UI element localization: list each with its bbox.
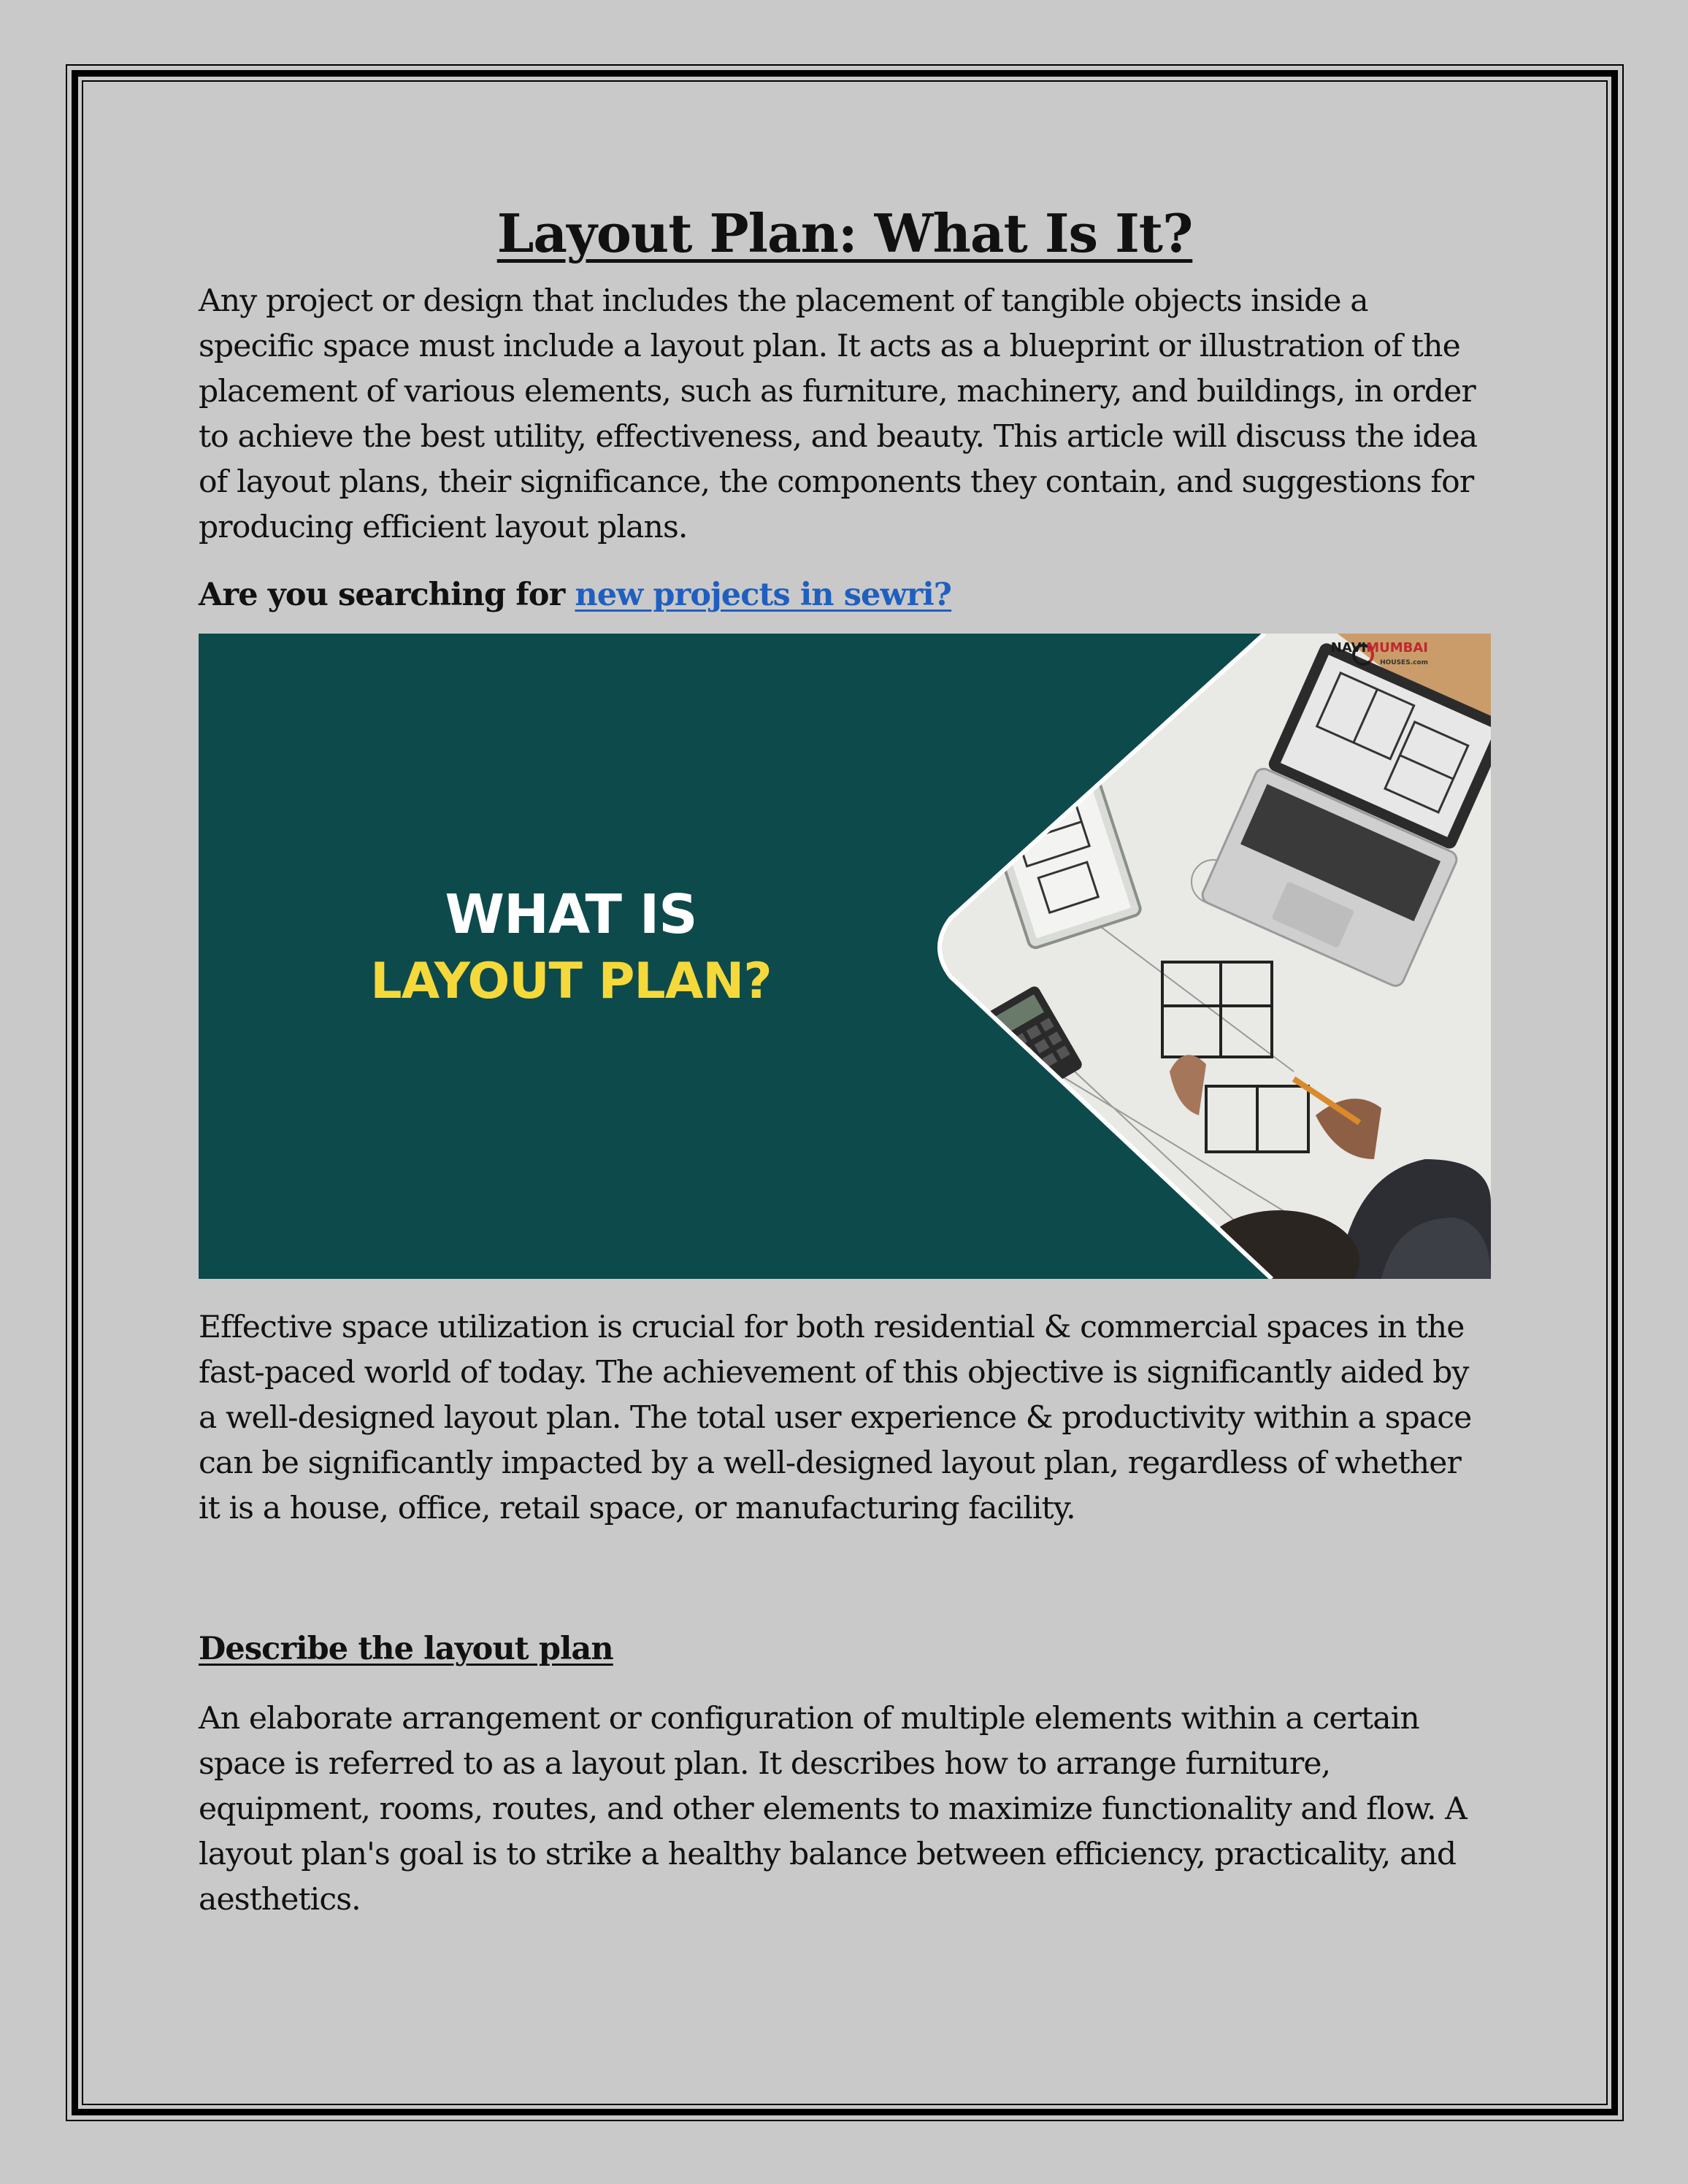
hero-image bbox=[199, 634, 1491, 1279]
brand-navi: NAVI bbox=[1330, 640, 1367, 655]
hero-title bbox=[352, 882, 790, 1015]
search-question bbox=[199, 572, 1491, 618]
question-prefix: Are you searching for bbox=[199, 577, 575, 613]
hero-line-2: LAYOUT PLAN? bbox=[370, 953, 772, 1010]
brand-sub: HOUSES.com bbox=[1380, 659, 1428, 666]
layout-plan-description: An elaborate arrangement or configuration of multiple elements within a certain space is referred to as a layout plan. It describes how to arrange furniture, equipment, rooms, routes, and other elements to maximize functionality and flow. A layout plan's goal is to strike a healthy balance between efficiency, practicality, and aesthetics. bbox=[199, 1701, 1467, 1918]
intro-paragraph: Any project or design that includes the placement of tangible objects inside a specific space must include a layout plan. It acts as a blueprint or illustration of the placement of various elements, such as furniture, machinery, and buildings, in order to achieve the best utility, effectiveness, and beauty. This article will discuss the idea of layout plans, their significance, the components they contain, and suggestions for producing efficient layout plans. bbox=[199, 283, 1478, 545]
brand-logo bbox=[1331, 641, 1428, 670]
hero-line-1: WHAT IS bbox=[445, 883, 697, 946]
section-heading: Describe the layout plan bbox=[199, 1631, 613, 1667]
space-utilization-paragraph: Effective space utilization is crucial for both residential & commercial spaces in the fast-paced world of today. The achievement of this objective is significantly aided by a well-designed layout plan. The total user experience & productivity within a space can be significantly impacted by a well-designed layout plan, regardless of whether it is a house, office, retail space, or manufacturing facility. bbox=[199, 1310, 1472, 1526]
page-title: Layout Plan: What Is It? bbox=[496, 202, 1193, 264]
brand-mumbai: MUMBAI bbox=[1366, 640, 1428, 655]
new-projects-link[interactable]: new projects in sewri? bbox=[575, 577, 952, 613]
document-body bbox=[199, 197, 1491, 1923]
